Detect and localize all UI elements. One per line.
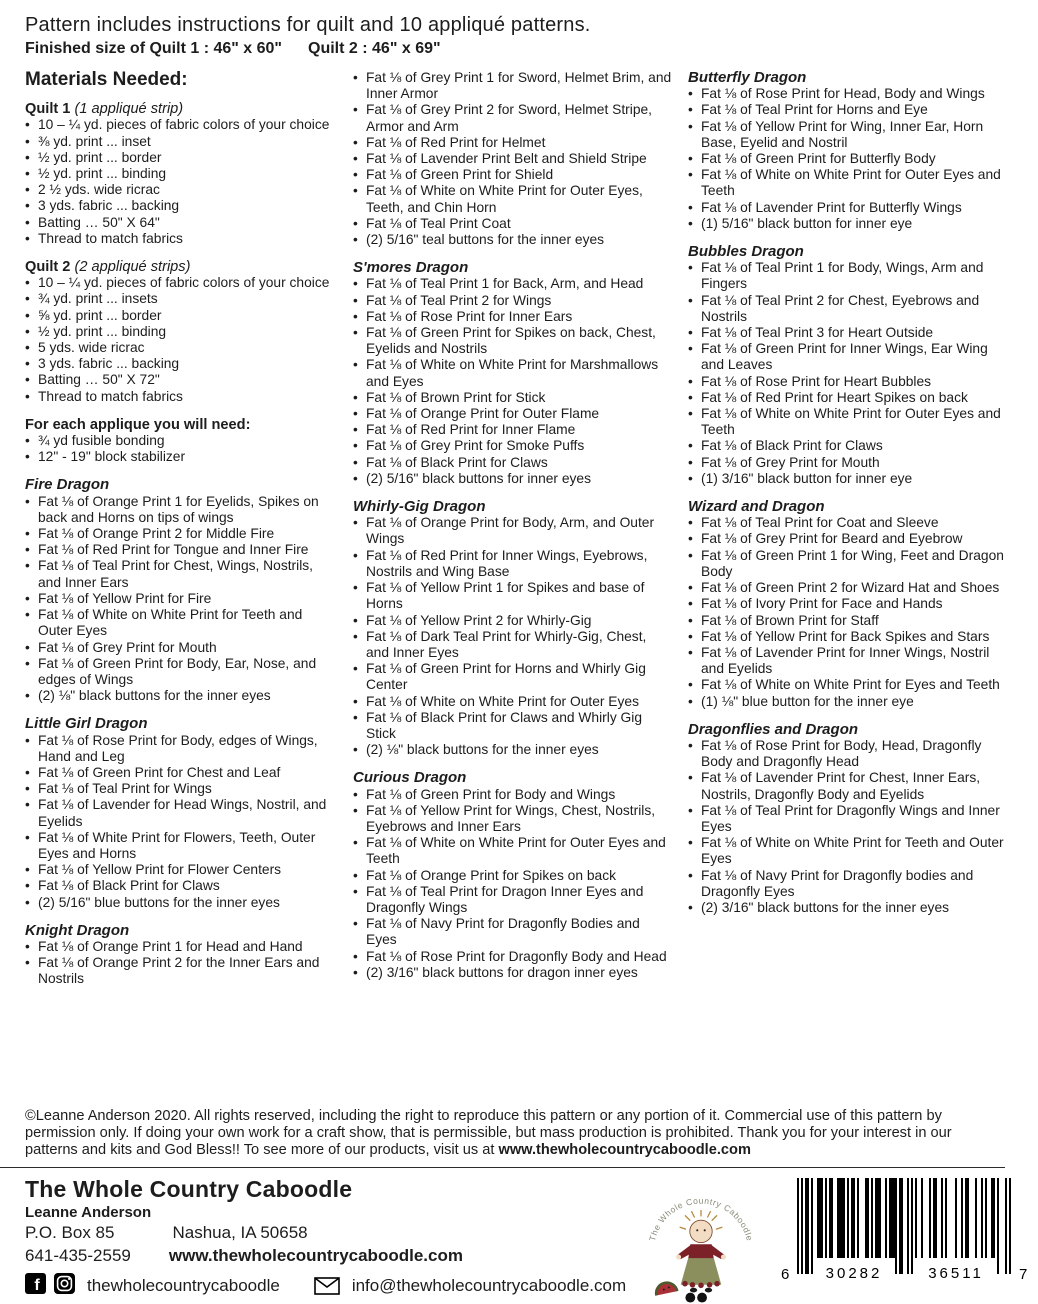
material-item: • Fat ⅛ of Grey Print for Beard and Eyebrow	[688, 531, 1005, 547]
material-item: • ¾ yd. print ... insets	[25, 291, 338, 307]
material-item: • Batting … 50" X 64"	[25, 215, 338, 231]
material-item: • Fat ⅛ of Teal Print for Chest, Wings, Nostrils, and Inner Ears	[25, 558, 338, 590]
address-row	[25, 1223, 626, 1243]
material-item: • Fat ⅛ of Red Print for Tongue and Inner Fire	[25, 542, 338, 558]
company-logo	[626, 1178, 776, 1304]
website-url: www.thewholecountrycaboodle.com	[168, 1246, 463, 1265]
material-item: • (2) 5/16" teal buttons for the inner eyes	[353, 232, 673, 248]
material-item: • Batting … 50" X 72"	[25, 372, 338, 388]
material-item: • Fat ⅛ of Yellow Print for Wing, Inner Ear, Horn Base, Eyelid and Nostril	[688, 119, 1005, 151]
barcode	[776, 1178, 1038, 1296]
material-item: • Fat ⅛ of Red Print for Heart Spikes on back	[688, 390, 1005, 406]
material-item: • Fat ⅛ of Grey Print 2 for Sword, Helmet Stripe, Armor and Arm	[353, 102, 673, 134]
material-item: • Fat ⅛ of Green Print for Shield	[353, 167, 673, 183]
quilt2-size: Quilt 2 : 46" x 69"	[308, 40, 441, 57]
material-item: • Fat ⅛ of Grey Print for Mouth	[688, 455, 1005, 471]
section-title: For each applique you will need:	[25, 416, 251, 433]
material-item: • Fat ⅛ of Black Print for Claws and Whirly Gig Stick	[353, 710, 673, 742]
copyright-website-url: www.thewholecountrycaboodle.com	[498, 1142, 751, 1158]
material-item: • Fat ⅛ of Teal Print for Wings	[25, 781, 338, 797]
material-item: • (2) 5/16" blue buttons for the inner eyes	[25, 895, 338, 911]
material-item: • Fat ⅛ of Navy Print for Dragonfly bodies and Dragonfly Eyes	[688, 868, 1005, 900]
svg-text:f: f	[34, 1277, 40, 1294]
material-item: • Fat ⅛ of White on White Print for Teeth and Outer Eyes	[688, 835, 1005, 867]
material-item: • Fat ⅛ of Green Print for Inner Wings, Ear Wing and Leaves	[688, 341, 1005, 373]
material-item: • Fat ⅛ of Teal Print 1 for Body, Wings, Arm and Fingers	[688, 260, 1005, 292]
materials-list	[353, 70, 673, 248]
quilt1-size: Finished size of Quilt 1 : 46" x 60"	[25, 40, 283, 57]
material-item: • Fat ⅛ of Teal Print for Coat and Sleeve	[688, 515, 1005, 531]
material-item: • 3 yds. fabric ... backing	[25, 356, 338, 372]
section-knight-dragon	[25, 923, 338, 988]
material-item: • Fat ⅛ of White on White Print for Eyes and Teeth	[688, 677, 1005, 693]
facebook-icon	[25, 1273, 46, 1299]
email-icon	[314, 1277, 340, 1295]
contact-block	[25, 1176, 626, 1299]
materials-list	[25, 733, 338, 911]
section-quilt-2	[25, 259, 338, 405]
section-title: Little Girl Dragon	[25, 715, 148, 733]
material-item: • ¾ yd fusible bonding	[25, 433, 338, 449]
material-item: • (2) 3/16" black buttons for dragon inner eyes	[353, 965, 673, 981]
section-title: Curious Dragon	[353, 769, 467, 787]
material-item: • 10 – ¼ yd. pieces of fabric colors of your choice	[25, 275, 338, 291]
material-item: • Fat ⅛ of Orange Print for Spikes on back	[353, 868, 673, 884]
material-item: • Fat ⅛ of Teal Print for Dragon Inner Eyes and Dragonfly Wings	[353, 884, 673, 916]
materials-list	[353, 515, 673, 758]
material-item: • Fat ⅛ of Green Print 1 for Wing, Feet and Dragon Body	[688, 548, 1005, 580]
material-item: • Fat ⅛ of Red Print for Inner Wings, Eyebrows, Nostrils and Wing Base	[353, 548, 673, 580]
material-item: • Fat ⅛ of Black Print for Claws	[353, 455, 673, 471]
material-item: • Fat ⅛ of Yellow Print 2 for Whirly-Gig	[353, 613, 673, 629]
section-quilt-1	[25, 101, 338, 247]
material-item: • 12" - 19" block stabilizer	[25, 449, 338, 465]
barcode-digits-group2: 36511	[928, 1265, 984, 1282]
material-item: • Fat ⅛ of Teal Print Coat	[353, 216, 673, 232]
material-item: • Fat ⅛ of Rose Print for Heart Bubbles	[688, 374, 1005, 390]
section-curious-dragon	[353, 770, 673, 981]
material-item: • Fat ⅛ of Yellow Print for Fire	[25, 591, 338, 607]
section-title: Bubbles Dragon	[688, 243, 804, 261]
section-title: Wizard and Dragon	[688, 498, 825, 516]
social-handle: thewholecountrycaboodle	[87, 1276, 280, 1295]
section-dragonflies-and-dragon	[688, 722, 1005, 916]
material-item: • Fat ⅛ of Teal Print for Horns and Eye	[688, 102, 1005, 118]
material-item: • Fat ⅛ of Orange Print 1 for Eyelids, Spikes on back and Horns on tips of wings	[25, 494, 338, 526]
material-item: • Fat ⅛ of Yellow Print 1 for Spikes and base of Horns	[353, 580, 673, 612]
logo-berry	[697, 1293, 707, 1303]
materials-list	[25, 275, 338, 405]
material-item: • 2 ½ yds. wide ricrac	[25, 182, 338, 198]
owner-name: Leanne Anderson	[25, 1204, 152, 1221]
material-item: • ⅝ yd. print ... border	[25, 308, 338, 324]
barcode-digits-group1: 30282	[825, 1265, 883, 1282]
material-item: • Fat ⅛ of Lavender Print for Butterfly Wings	[688, 200, 1005, 216]
materials-list	[353, 787, 673, 981]
material-item: • Fat ⅛ of Lavender Print for Chest, Inner Ears, Nostrils, Dragonfly Body and Eyelids	[688, 770, 1005, 802]
footer	[0, 1168, 1028, 1304]
materials-list	[25, 433, 338, 465]
material-item: • Fat ⅛ of Rose Print for Head, Body and Wings	[688, 86, 1005, 102]
materials-list	[25, 494, 338, 705]
finished-size-line	[25, 40, 995, 58]
section-title: Butterfly Dragon	[688, 69, 807, 86]
material-item: • Fat ⅛ of Orange Print 1 for Head and Hand	[25, 939, 338, 955]
material-item: • Fat ⅛ of Orange Print 2 for Middle Fire	[25, 526, 338, 542]
material-item: • Fat ⅛ of White on White Print for Outer Eyes	[353, 694, 673, 710]
material-item: • Fat ⅛ of Orange Print for Outer Flame	[353, 406, 673, 422]
logo-berry	[686, 1293, 696, 1303]
material-item: • Fat ⅛ of Green Print for Spikes on back, Chest, Eyelids and Nostrils	[353, 325, 673, 357]
material-item: • Fat ⅛ of Lavender Print for Inner Wings, Nostril and Eyelids	[688, 645, 1005, 677]
material-item: • Fat ⅛ of Teal Print 3 for Heart Outside	[688, 325, 1005, 341]
email-address: info@thewholecountrycaboodle.com	[351, 1276, 627, 1295]
materials-list	[688, 86, 1005, 232]
barcode-svg	[776, 1178, 1032, 1296]
material-item: • Fat ⅛ of Brown Print for Staff	[688, 613, 1005, 629]
section-title: Knight Dragon	[25, 921, 130, 939]
phone-number: 641-435-2559	[25, 1246, 131, 1265]
material-item: • Fat ⅛ of Black Print for Claws	[25, 878, 338, 894]
materials-list	[688, 738, 1005, 916]
materials-column-3	[688, 70, 1005, 928]
material-item: • Fat ⅛ of Rose Print for Dragonfly Body and Head	[353, 949, 673, 965]
materials-needed-heading: Materials Needed:	[25, 69, 188, 90]
company-name: The Whole Country Caboodle	[25, 1176, 353, 1202]
section-little-girl-dragon	[25, 716, 338, 910]
material-item: • Fat ⅛ of Red Print for Helmet	[353, 135, 673, 151]
material-item: • Fat ⅛ of White Print for Flowers, Teeth, Outer Eyes and Horns	[25, 830, 338, 862]
material-item: • Fat ⅛ of Green Print for Butterfly Body	[688, 151, 1005, 167]
logo-watermelon	[654, 1281, 677, 1296]
logo-arc-text: The Whole Country Caboodle	[647, 1195, 756, 1243]
material-item: • Fat ⅛ of Yellow Print for Back Spikes and Stars	[688, 629, 1005, 645]
material-item: • Fat ⅛ of Yellow Print for Flower Centers	[25, 862, 338, 878]
material-item: • (1) ⅛" blue button for the inner eye	[688, 694, 1005, 710]
material-item: • Fat ⅛ of Lavender Print Belt and Shield Stripe	[353, 151, 673, 167]
material-item: • Fat ⅛ of White on White Print for Marshmallows and Eyes	[353, 357, 673, 389]
material-item: • ½ yd. print ... border	[25, 150, 338, 166]
material-item: • Fat ⅛ of Rose Print for Body, Head, Dragonfly Body and Dragonfly Head	[688, 738, 1005, 770]
material-item: • Fat ⅛ of White on White Print for Outer Eyes and Teeth	[353, 835, 673, 867]
material-item: • Fat ⅛ of Teal Print 2 for Wings	[353, 293, 673, 309]
material-item: • Thread to match fabrics	[25, 231, 338, 247]
logo-doll	[676, 1210, 726, 1292]
section-title: Quilt 1 (1 appliqué strip)	[25, 101, 184, 118]
materials-column-2	[353, 70, 673, 993]
material-item: • 5 yds. wide ricrac	[25, 340, 338, 356]
material-item: • Fat ⅛ of Green Print for Body, Ear, Nose, and edges of Wings	[25, 656, 338, 688]
material-item: • Fat ⅛ of Red Print for Inner Flame	[353, 422, 673, 438]
material-item: • (1) 5/16" black button for inner eye	[688, 216, 1005, 232]
po-box: P.O. Box 85	[25, 1223, 115, 1242]
material-item: • Fat ⅛ of Rose Print for Inner Ears	[353, 309, 673, 325]
material-item: • Fat ⅛ of Yellow Print for Wings, Chest, Nostrils, Eyebrows and Inner Ears	[353, 803, 673, 835]
material-item: • Fat ⅛ of Green Print 2 for Wizard Hat and Shoes	[688, 580, 1005, 596]
material-item: • Fat ⅛ of Grey Print for Mouth	[25, 640, 338, 656]
material-item: • Fat ⅛ of Black Print for Claws	[688, 438, 1005, 454]
material-item: • Fat ⅛ of Grey Print for Smoke Puffs	[353, 438, 673, 454]
material-item: • Fat ⅛ of White on White Print for Outer Eyes and Teeth	[688, 167, 1005, 199]
material-item: • Fat ⅛ of Teal Print for Dragonfly Wings and Inner Eyes	[688, 803, 1005, 835]
materials-list	[25, 939, 338, 988]
materials-list	[25, 117, 338, 247]
page-title: Pattern includes instructions for quilt and 10 appliqué patterns.	[25, 14, 591, 36]
material-item: • Fat ⅛ of Brown Print for Stick	[353, 390, 673, 406]
material-item: • Fat ⅛ of Dark Teal Print for Whirly-Gig, Chest, and Inner Eyes	[353, 629, 673, 661]
barcode-digit-left: 6	[781, 1266, 790, 1283]
material-item: • Fat ⅛ of White on White Print for Teeth and Outer Eyes	[25, 607, 338, 639]
section-fire-dragon	[25, 477, 338, 704]
section-title: S'mores Dragon	[353, 259, 469, 277]
section-title: Whirly-Gig Dragon	[353, 498, 486, 516]
materials-list	[688, 515, 1005, 709]
section-title: Quilt 2 (2 appliqué strips)	[25, 259, 191, 276]
material-item: • Fat ⅛ of Teal Print 1 for Back, Arm, and Head	[353, 276, 673, 292]
material-item: • Fat ⅛ of Grey Print 1 for Sword, Helmet Brim, and Inner Armor	[353, 70, 673, 102]
section-smores-dragon	[353, 260, 673, 487]
material-item: • Fat ⅛ of Ivory Print for Face and Hands	[688, 596, 1005, 612]
instagram-icon	[54, 1273, 75, 1299]
section-bubbles-dragon	[688, 244, 1005, 487]
section-butterfly-dragon	[688, 70, 1005, 232]
material-item: • Fat ⅛ of Lavender for Head Wings, Nostril, and Eyelids	[25, 797, 338, 829]
material-item: • (1) 3/16" black button for inner eye	[688, 471, 1005, 487]
materials-columns	[25, 69, 1004, 1092]
barcode-digit-right: 7	[1019, 1266, 1028, 1283]
material-item: • Fat ⅛ of Rose Print for Body, edges of Wings, Hand and Leg	[25, 733, 338, 765]
material-item: • Fat ⅛ of Orange Print for Body, Arm, and Outer Wings	[353, 515, 673, 547]
phone-row	[25, 1246, 626, 1266]
material-item: • Fat ⅛ of Green Print for Body and Wings	[353, 787, 673, 803]
materials-list	[688, 260, 1005, 487]
section-for-each-applique	[25, 417, 338, 466]
section-whirly-gig-dragon	[353, 499, 673, 758]
material-item: • 3 yds. fabric ... backing	[25, 198, 338, 214]
material-item: • ⅜ yd. print ... inset	[25, 134, 338, 150]
material-item: • (2) ⅛" black buttons for the inner eyes	[353, 742, 673, 758]
material-item: • Fat ⅛ of Teal Print 2 for Chest, Eyebrows and Nostrils	[688, 293, 1005, 325]
material-item: • Fat ⅛ of Orange Print 2 for the Inner Ears and Nostrils	[25, 955, 338, 987]
section-title: Dragonflies and Dragon	[688, 720, 859, 738]
material-item: • Fat ⅛ of Green Print for Chest and Leaf	[25, 765, 338, 781]
material-item: • (2) 5/16" black buttons for inner eyes	[353, 471, 673, 487]
copyright-text: ©Leanne Anderson 2020. All rights reserved, including the right to reproduce this pattern or any portion of it. Commercial use of this pattern by permission only. If doing your own work for a craft show, that is permissible, but mass production is prohibited. Thank you for your interest in our patterns and kits and God Bless!! To see more of our products, visit us at	[25, 1108, 952, 1158]
material-item: • Fat ⅛ of White on White Print for Outer Eyes, Teeth, and Chin Horn	[353, 183, 673, 215]
material-item: • 10 – ¼ yd. pieces of fabric colors of your choice	[25, 117, 338, 133]
material-item: • (2) ⅛" black buttons for the inner eyes	[25, 688, 338, 704]
section-title: Fire Dragon	[25, 476, 110, 494]
material-item: • ½ yd. print ... binding	[25, 166, 338, 182]
material-item: • ½ yd. print ... binding	[25, 324, 338, 340]
materials-column-1	[25, 70, 338, 1000]
city-state-zip: Nashua, IA 50658	[172, 1223, 308, 1242]
section-wizard-and-dragon	[688, 499, 1005, 710]
material-item: • Fat ⅛ of Green Print for Horns and Whirly Gig Center	[353, 661, 673, 693]
materials-list	[353, 276, 673, 487]
copyright-notice	[25, 1108, 995, 1159]
material-item: • Thread to match fabrics	[25, 389, 338, 405]
material-item: • Fat ⅛ of White on White Print for Outer Eyes and Teeth	[688, 406, 1005, 438]
section-knight-dragon-continued	[353, 70, 673, 248]
social-row	[25, 1273, 626, 1299]
material-item: • (2) 3/16" black buttons for the inner eyes	[688, 900, 1005, 916]
material-item: • Fat ⅛ of Navy Print for Dragonfly Bodies and Eyes	[353, 916, 673, 948]
